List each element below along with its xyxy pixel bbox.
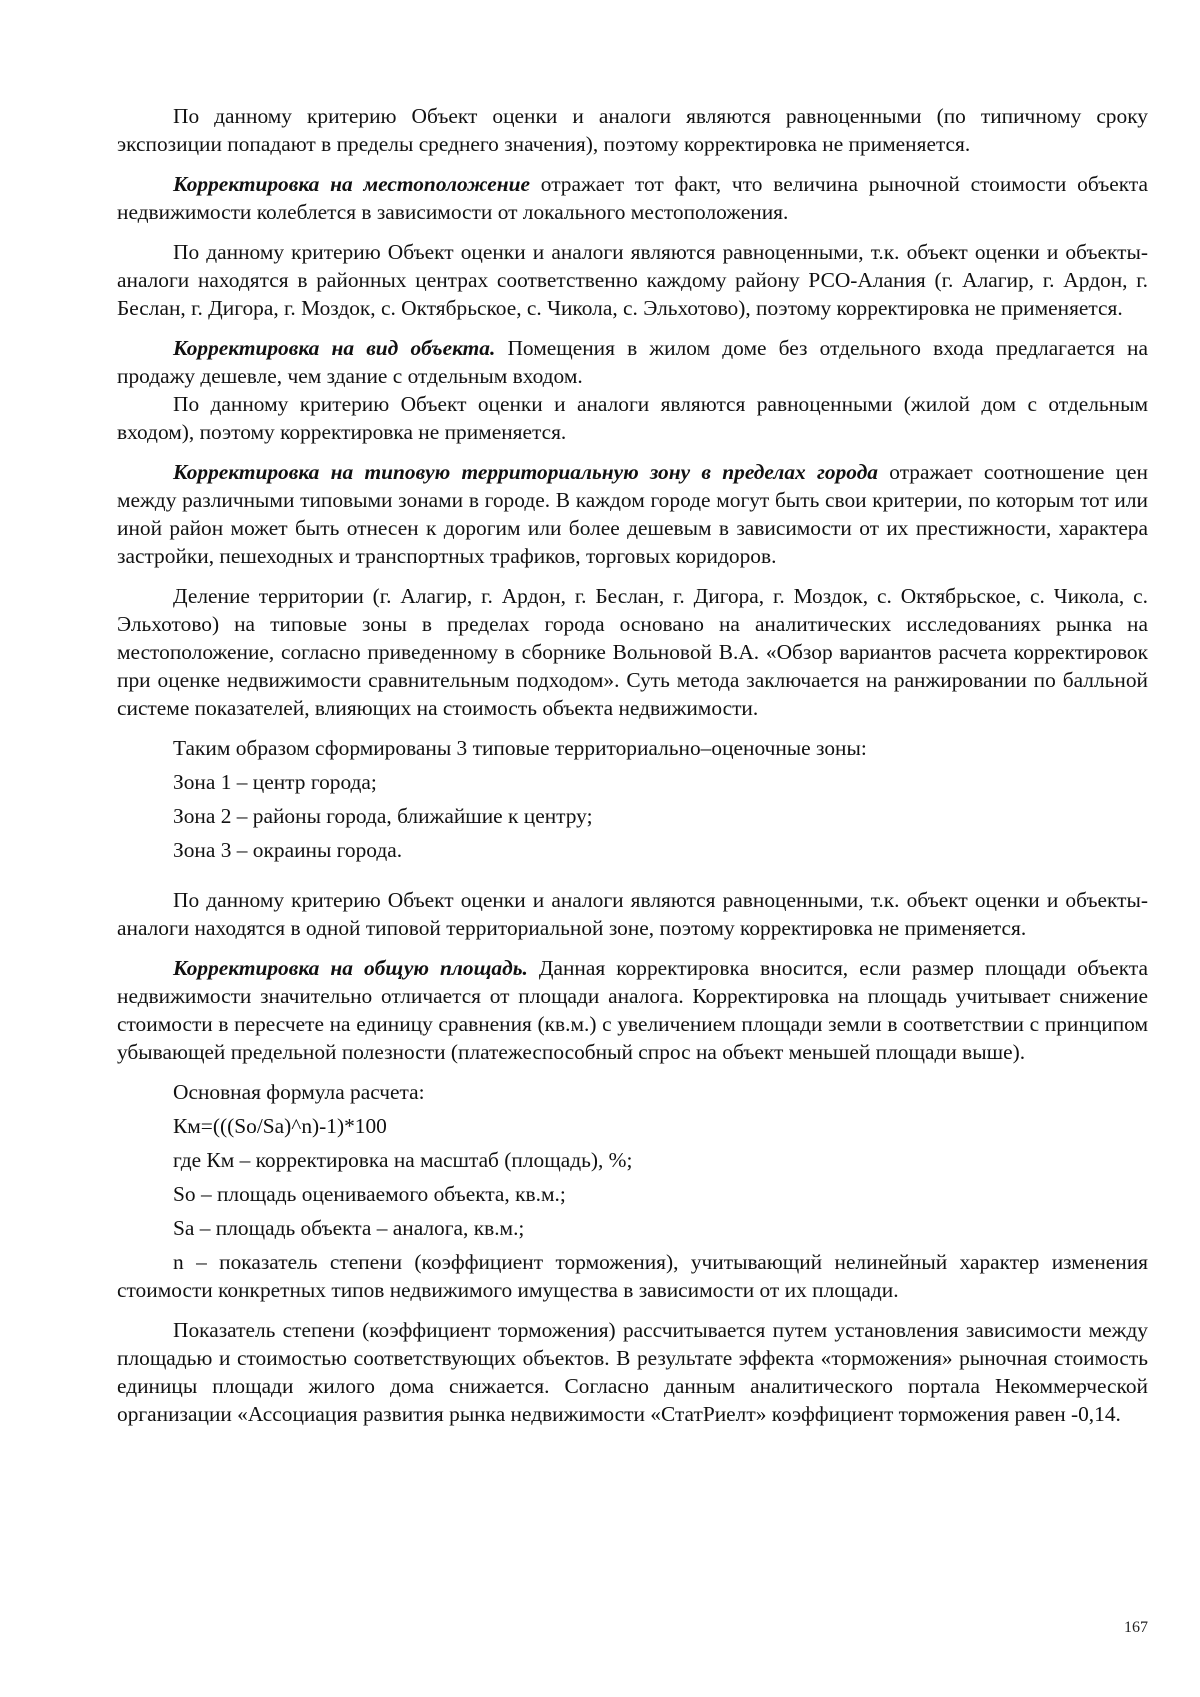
paragraph-exposure-conclusion: По данному критерию Объект оценки и аналоги являются равноценными (по типичному сроку экспозиции попадают в пределы среднего значения), поэтому корректировка не применяется.	[117, 104, 1148, 156]
heading-location-adjustment: Корректировка на местоположение	[173, 172, 530, 196]
formula-intro: Основная формула расчета:	[173, 1080, 425, 1104]
paragraph-object-type-adjustment	[117, 334, 1148, 390]
paragraph-location-adjustment	[117, 170, 1148, 226]
paragraph-location-text: отражает тот факт, что величина рыночной стоимости объекта недвижимости колеблется в зависимости от локального местоположения.	[117, 172, 1148, 224]
zone-1-item: Зона 1 – центр города;	[173, 770, 377, 794]
paragraph-zone-division: Деление территории (г. Алагир, г. Ардон, г. Беслан, г. Дигора, г. Моздок, с. Октябрьское, с. Чикола, с. Эльхотово) на типовые зоны в пределах города основано на аналитических исследованиях рынка на местоположение, согласно приведенному в сборнике Вольновой В.А. «Обзор вариантов расчета корректировок при оценке недвижимости сравнительным подходом». Суть метода заключается на ранжировании по балльной системе показателей, влияющих на стоимость объекта недвижимости.	[117, 584, 1148, 720]
definition-km: где Км – корректировка на масштаб (площадь), %;	[173, 1148, 633, 1172]
zone-3-item: Зона 3 – окраины города.	[173, 838, 403, 862]
page-number: 167	[1124, 1619, 1148, 1636]
definition-so: So – площадь оцениваемого объекта, кв.м.;	[173, 1182, 566, 1206]
paragraph-object-type-text: Помещения в жилом доме без отдельного входа предлагается на продажу дешевле, чем здание с отдельным входом.	[117, 336, 1148, 388]
heading-zone-adjustment: Корректировка на типовую территориальную зону в пределах города	[173, 460, 879, 484]
definition-n: n – показатель степени (коэффициент торможения), учитывающий нелинейный характер изменения стоимости конкретных типов недвижимого имущества в зависимости от их площади.	[117, 1250, 1148, 1302]
definition-sa: Sa – площадь объекта – аналога, кв.м.;	[173, 1216, 525, 1240]
zones-intro: Таким образом сформированы 3 типовые территориально–оценочные зоны:	[173, 736, 867, 760]
paragraph-area-adjustment	[117, 954, 1148, 1066]
paragraph-location-conclusion: По данному критерию Объект оценки и аналоги являются равноценными, т.к. объект оценки и объекты-аналоги находятся в районных центрах соответственно каждому району РСО-Алания (г. Алагир, г. Ардон, г. Беслан, г. Дигора, г. Моздок, с. Октябрьское, с. Чикола, с. Эльхотово), поэтому корректировка не применяется.	[117, 240, 1148, 320]
paragraph-zone-text: отражает соотношение цен между различными типовыми зонами в городе. В каждом городе могут быть свои критерии, по которым тот или иной район может быть отнесен к дорогим или более дешевым в зависимости от их престижности, характера застройки, пешеходных и транспортных трафиков, торговых коридоров.	[117, 460, 1149, 568]
heading-object-type-adjustment: Корректировка на вид объекта.	[173, 336, 496, 360]
paragraph-braking-coefficient: Показатель степени (коэффициент торможения) рассчитывается путем установления зависимости между площадью и стоимостью соответствующих объектов. В результате эффекта «торможения» рыночная стоимость единицы площади жилого дома снижается. Согласно данным аналитического портала Некоммерческой организации «Ассоциация развития рынка недвижимости «СтатРиелт» коэффициент торможения равен -0,14.	[117, 1318, 1148, 1426]
paragraph-object-type-conclusion: По данному критерию Объект оценки и аналоги являются равноценными (жилой дом с отдельным входом), поэтому корректировка не применяется.	[117, 392, 1148, 444]
heading-area-adjustment: Корректировка на общую площадь.	[173, 956, 528, 980]
formula: Км=(((So/Sa)^n)-1)*100	[173, 1114, 387, 1138]
paragraph-area-text: Данная корректировка вносится, если размер площади объекта недвижимости значительно отличается от площади аналога. Корректировка на площадь учитывает снижение стоимости в пересчете на единицу сравнения (кв.м.) с увеличением площади земли в соответствии с принципом убывающей предельной полезности (платежеспособный спрос на объект меньшей площади выше).	[117, 956, 1148, 1064]
paragraph-zone-conclusion: По данному критерию Объект оценки и аналоги являются равноценными, т.к. объект оценки и объекты-аналоги находятся в одной типовой территориальной зоне, поэтому корректировка не применяется.	[117, 888, 1148, 940]
zone-2-item: Зона 2 – районы города, ближайшие к центру;	[173, 804, 593, 828]
paragraph-zone-adjustment	[117, 458, 1148, 570]
